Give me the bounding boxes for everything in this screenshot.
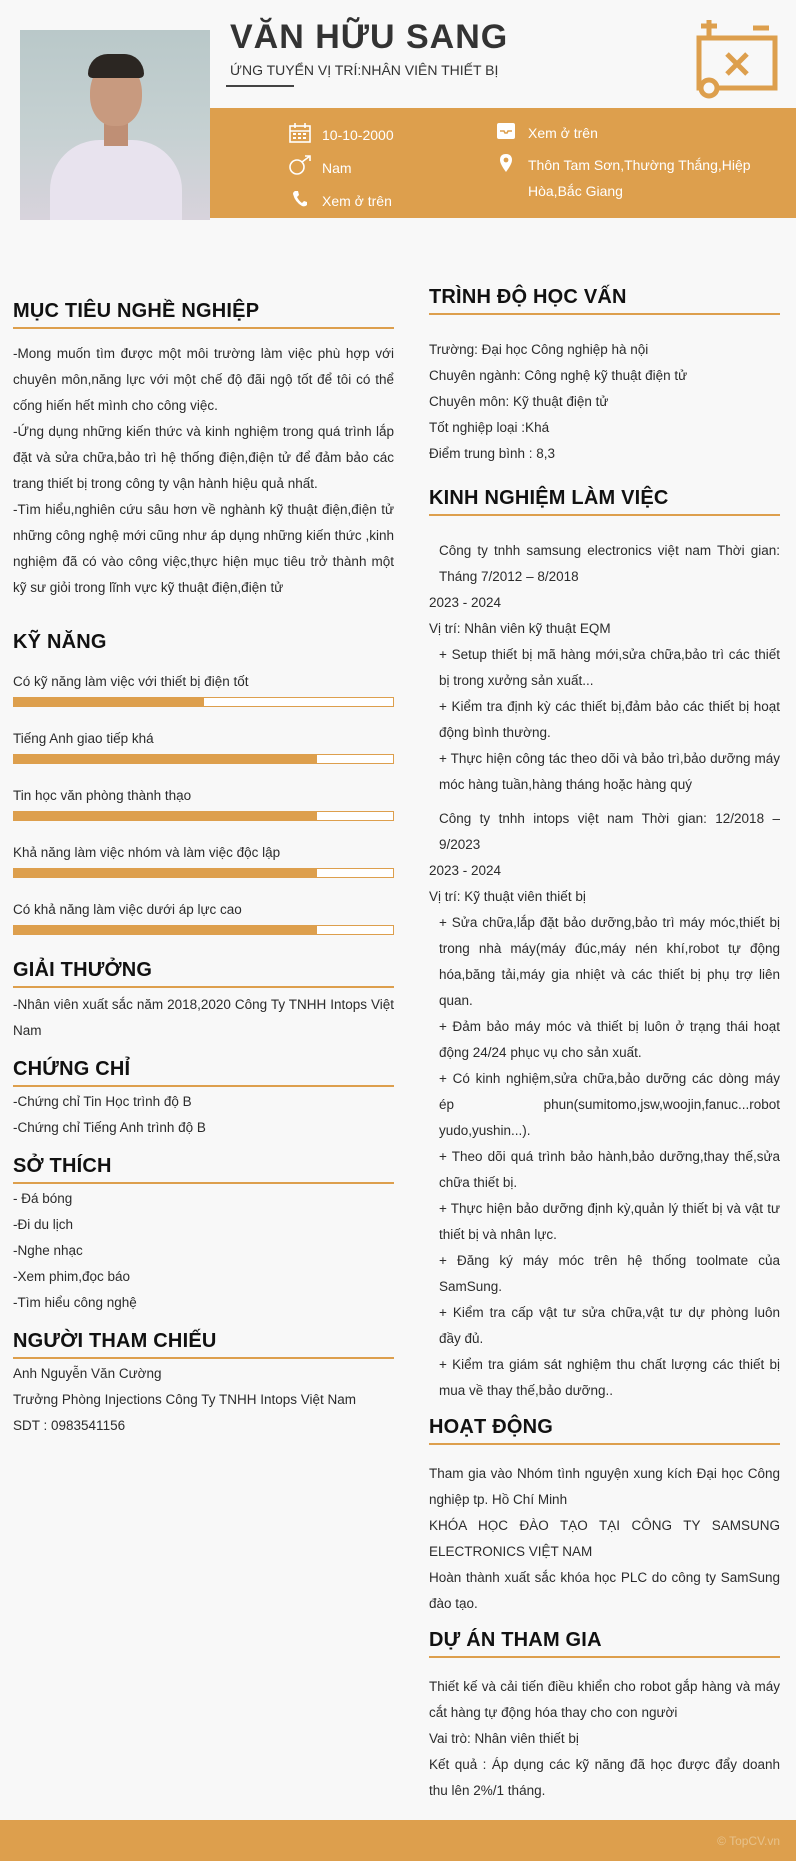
job-task: + Theo dõi quá trình bảo hành,bảo dưỡng,thay thế,sửa chữa thiết bị. [439, 1149, 780, 1190]
skill-label: Có kỹ năng làm việc với thiết bị điện tốt [13, 674, 249, 689]
experience-title: KINH NGHIỆM LÀM VIỆC [429, 487, 780, 516]
skill-row [13, 788, 394, 821]
education-item: Trường: Đại học Công nghiệp hà nội [429, 342, 649, 357]
education-item: Chuyên môn: Kỹ thuật điện tử [429, 394, 609, 409]
candidate-name: VĂN HỮU SANG [230, 18, 509, 56]
job-task: + Có kinh nghiệm,sửa chữa,bảo dưỡng các dòng máy ép phun(sumitomo,jsw,woojin,fanuc...robot yudo,yushin...). [439, 1071, 780, 1138]
phone-row [286, 188, 392, 214]
hobby-item: -Nghe nhạc [13, 1243, 83, 1258]
skill-level-fill [14, 926, 317, 934]
job-period: 2023 - 2024 [429, 595, 502, 610]
awards-title: GIẢI THƯỞNG [13, 959, 394, 988]
title-underline [226, 85, 294, 87]
job-task: + Thực hiện công tác theo dõi và bảo trì,bảo dưỡng máy móc hàng tuần,hàng tháng hoặc hàng quý [439, 751, 780, 792]
location-pin-icon [492, 152, 520, 174]
job-period: 2023 - 2024 [429, 863, 502, 878]
reference-item: Trưởng Phòng Injections Công Ty TNHH Intops Việt Nam [13, 1392, 357, 1407]
certificates-title: CHỨNG CHỈ [13, 1058, 394, 1087]
gender-icon [286, 155, 314, 177]
skill-row [13, 845, 394, 878]
job-entry [429, 538, 780, 798]
skill-label: Khả năng làm việc nhóm và làm việc độc lập [13, 845, 281, 860]
skill-level-fill [14, 812, 317, 820]
birthday-row [286, 122, 394, 148]
skill-label: Tiếng Anh giao tiếp khá [13, 731, 154, 746]
gender-row [286, 155, 352, 181]
skill-level-fill [14, 698, 204, 706]
skill-level-bar [13, 811, 394, 821]
hobby-item: -Đi du lịch [13, 1217, 74, 1232]
objective-title: MỤC TIÊU NGHỀ NGHIỆP [13, 300, 394, 329]
experience-section [429, 487, 780, 1404]
contact-info-band [210, 108, 796, 218]
address-row [492, 152, 782, 204]
skill-level-bar [13, 754, 394, 764]
job-task: + Đảm bảo máy móc và thiết bị luôn ở trạng thái hoạt động 24/24 phục vụ cho sản xuất. [439, 1019, 780, 1060]
job-task: + Setup thiết bị mã hàng mới,sửa chữa,bảo trì các thiết bị trong xưởng sản xuất... [439, 647, 780, 688]
phone-icon [286, 188, 314, 210]
activity-item: Hoàn thành xuất sắc khóa học PLC do công ty SamSung đào tạo. [429, 1570, 780, 1611]
inbox-icon [492, 120, 520, 142]
skill-row [13, 902, 394, 935]
projects-title: DỰ ÁN THAM GIA [429, 1629, 780, 1658]
awards-text: -Nhân viên xuất sắc năm 2018,2020 Công Ty TNHH Intops Việt Nam [13, 997, 394, 1038]
education-section [429, 286, 780, 467]
skill-label: Có khả năng làm việc dưới áp lực cao [13, 902, 242, 917]
job-task: + Kiểm tra định kỳ các thiết bị,đảm bảo các thiết bị hoạt động bình thường. [439, 699, 780, 740]
toolbox-icon [693, 16, 781, 100]
awards-section [13, 959, 394, 1044]
education-title: TRÌNH ĐỘ HỌC VẤN [429, 286, 780, 315]
education-item: Điểm trung bình : 8,3 [429, 446, 556, 461]
project-item: Kết quả : Áp dụng các kỹ năng đã học được đẩy doanh thu lên 2%/1 tháng. [429, 1757, 780, 1798]
skill-level-fill [14, 755, 317, 763]
reference-item: SDT : 0983541156 [13, 1418, 126, 1433]
job-role: Vị trí: Kỹ thuật viên thiết bị [429, 889, 586, 904]
reference-item: Anh Nguyễn Văn Cường [13, 1366, 162, 1381]
activities-title: HOẠT ĐỘNG [429, 1416, 780, 1445]
skills-title: KỸ NĂNG [13, 631, 107, 653]
phone-value: Xem ở trên [322, 193, 392, 209]
job-task: + Kiểm tra giám sát nghiệm thu chất lượng các thiết bị mua về thay thế,bảo dưỡng.. [439, 1357, 780, 1398]
activities-section [429, 1416, 780, 1617]
education-item: Chuyên ngành: Công nghệ kỹ thuật điện tử [429, 368, 688, 383]
skill-row [13, 731, 394, 764]
certificates-section [13, 1058, 394, 1141]
skill-level-bar [13, 925, 394, 935]
skill-row [13, 674, 394, 707]
applied-position: ỨNG TUYỂN VỊ TRÍ:NHÂN VIÊN THIẾT BỊ [230, 62, 499, 78]
job-task: + Đăng ký máy móc trên hệ thống toolmate của SamSung. [439, 1253, 780, 1294]
hobbies-title: SỞ THÍCH [13, 1155, 394, 1184]
right-column [429, 286, 780, 1804]
certificate-item: -Chứng chỉ Tiếng Anh trình độ B [13, 1120, 206, 1135]
skill-level-bar [13, 868, 394, 878]
job-entry [429, 806, 780, 1404]
hobby-item: -Tìm hiểu công nghệ [13, 1295, 137, 1310]
job-company: Công ty tnhh intops việt nam Thời gian: 12/2018 – 9/2023 [439, 811, 780, 852]
hobby-item: -Xem phim,đọc báo [13, 1269, 131, 1284]
objective-paragraph: -Tìm hiểu,nghiên cứu sâu hơn về nghành kỹ thuật điện,điện tử những công nghệ mới cũng như áp dụng những kiến thức ,kinh nghiệm đã có vào công việc,thực hiện mục tiêu trở thành một kỹ sư giỏi trong lĩnh vực kỹ thuật điện,điện tử [13, 502, 394, 595]
references-section [13, 1330, 394, 1439]
certificate-item: -Chứng chỉ Tin Học trình độ B [13, 1094, 192, 1109]
hobbies-section [13, 1155, 394, 1316]
footer-watermark: © TopCV.vn [717, 1834, 780, 1848]
objective-paragraph: -Ứng dụng những kiến thức và kinh nghiệm trong quá trình lắp đặt và sửa chữa,bảo trì hệ thống điện,điện tử để đảm bảo các trang thiết bị trong công ty vận hành hiệu quả nhất. [13, 424, 394, 491]
objective-paragraph: -Mong muốn tìm được một môi trường làm việc phù hợp với chuyên môn,năng lực với một chế độ đãi ngộ tốt để tôi có thể cống hiến hết mình cho công việc. [13, 346, 394, 413]
calendar-icon [286, 122, 314, 144]
job-task: + Thực hiện bảo dưỡng định kỳ,quản lý thiết bị và vật tư thiết bị và nhân lực. [439, 1201, 780, 1242]
activity-item: Tham gia vào Nhóm tình nguyện xung kích Đại học Công nghiệp tp. Hồ Chí Minh [429, 1466, 780, 1507]
skills-section [13, 631, 394, 935]
skill-level-fill [14, 869, 317, 877]
projects-section [429, 1629, 780, 1804]
objective-section [13, 300, 394, 601]
footer-band [0, 1820, 796, 1861]
left-column [13, 300, 394, 1439]
references-title: NGƯỜI THAM CHIẾU [13, 1330, 394, 1359]
job-task: + Sửa chữa,lắp đặt bảo dưỡng,bảo trì máy móc,thiết bị trong nhà máy(máy đúc,máy nén khí,robot tự động hóa,băng tải,máy gia nhiệt và các thiết bị phụ trợ liên quan. [439, 915, 780, 1008]
profile-photo [20, 30, 210, 220]
hobby-item: - Đá bóng [13, 1191, 73, 1206]
project-item: Thiết kế và cải tiến điều khiển cho robot gắp hàng và máy cắt hàng tự động hóa thay cho con người [429, 1679, 780, 1720]
job-task: + Kiểm tra cấp vật tư sửa chữa,vật tư dự phòng luôn đầy đủ. [439, 1305, 780, 1346]
email-value: Xem ở trên [528, 125, 598, 141]
address-value: Thôn Tam Sơn,Thường Thắng,Hiệp Hòa,Bắc Giang [528, 157, 751, 199]
project-item: Vai trò: Nhân viên thiết bị [429, 1731, 579, 1746]
email-row [492, 120, 598, 146]
job-company: Công ty tnhh samsung electronics việt nam Thời gian: Tháng 7/2012 – 8/2018 [439, 543, 780, 584]
job-role: Vị trí: Nhân viên kỹ thuật EQM [429, 621, 611, 636]
birthday-value: 10-10-2000 [322, 127, 394, 143]
activity-item: KHÓA HỌC ĐÀO TẠO TẠI CÔNG TY SAMSUNG ELECTRONICS VIỆT NAM [429, 1518, 780, 1559]
skill-label: Tin học văn phòng thành thạo [13, 788, 192, 803]
gender-value: Nam [322, 160, 352, 176]
skill-level-bar [13, 697, 394, 707]
education-item: Tốt nghiệp loại :Khá [429, 420, 550, 435]
